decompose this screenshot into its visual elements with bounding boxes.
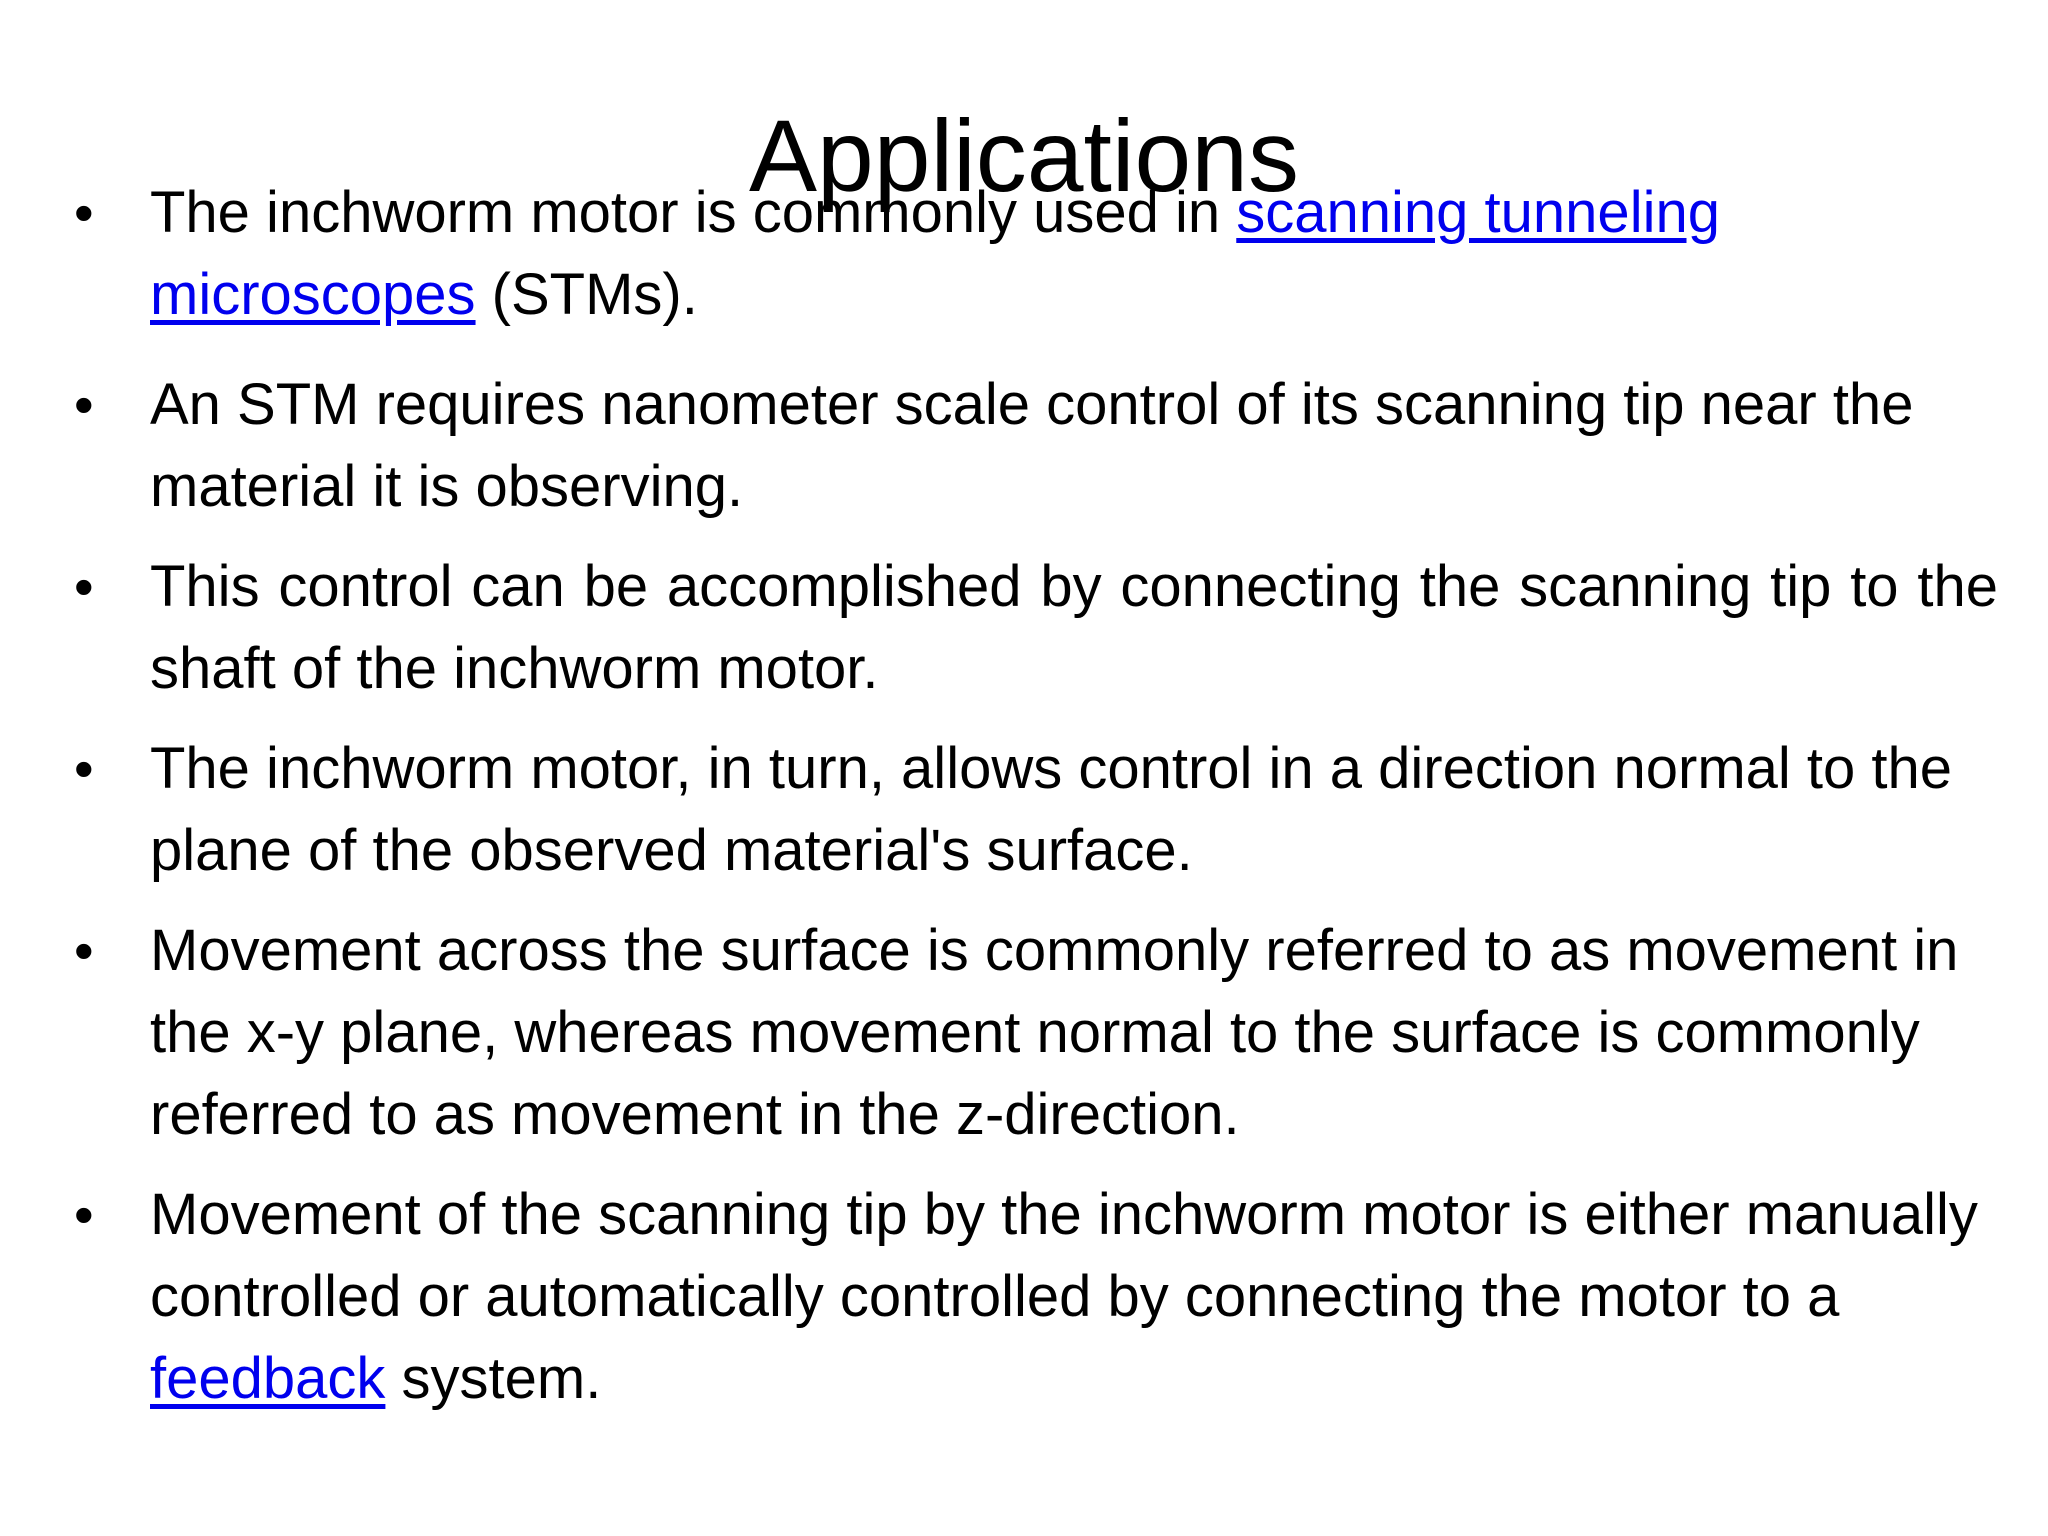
bullet-icon: • <box>74 555 94 618</box>
bullet-item-normal-direction <box>0 728 2048 892</box>
bullet-text-before-link: The inchworm motor is commonly used in <box>150 180 1237 245</box>
bullet-text <box>150 172 1998 336</box>
bullet-item-shaft-connection <box>0 546 2048 710</box>
bullet-text-after-link: system. <box>385 1346 602 1411</box>
bullet-item-xy-z-movement <box>0 910 2048 1156</box>
bullet-text-after-link: (STMs). <box>475 262 698 327</box>
bullet-icon: • <box>74 373 94 436</box>
bullet-icon: • <box>74 737 94 800</box>
bullet-icon: • <box>74 919 94 982</box>
bullet-text: The inchworm motor, in turn, allows control in a direction normal to the plane of the observed material's surface. <box>150 736 1953 883</box>
link-scanning-tunneling-microscopes[interactable]: scanning tunneling microscopes <box>150 180 1720 327</box>
bullet-icon: • <box>74 1183 94 1246</box>
slide-title: Applications <box>749 99 1299 214</box>
bullet-icon: • <box>74 181 94 244</box>
bullet-item-stm-usage <box>0 172 2048 336</box>
bullet-list <box>0 172 2048 1420</box>
bullet-text: Movement across the surface is commonly referred to as movement in the x-y plane, whereas movement normal to the surface is commonly referred to as movement in the z-direction. <box>150 918 1959 1147</box>
link-feedback[interactable]: feedback <box>150 1346 386 1411</box>
bullet-item-nanometer-control <box>0 364 2048 528</box>
bullet-text-before-link: Movement of the scanning tip by the inchworm motor is either manually controlled or automatically controlled by connecting the motor to a <box>150 1182 1978 1329</box>
bullet-item-feedback-control <box>0 1174 2048 1420</box>
bullet-text: An STM requires nanometer scale control of its scanning tip near the material it is observing. <box>150 372 1914 519</box>
bullet-text <box>150 1174 1998 1420</box>
bullet-text: This control can be accomplished by connecting the scanning tip to the shaft of the inchworm motor. <box>150 554 1998 701</box>
